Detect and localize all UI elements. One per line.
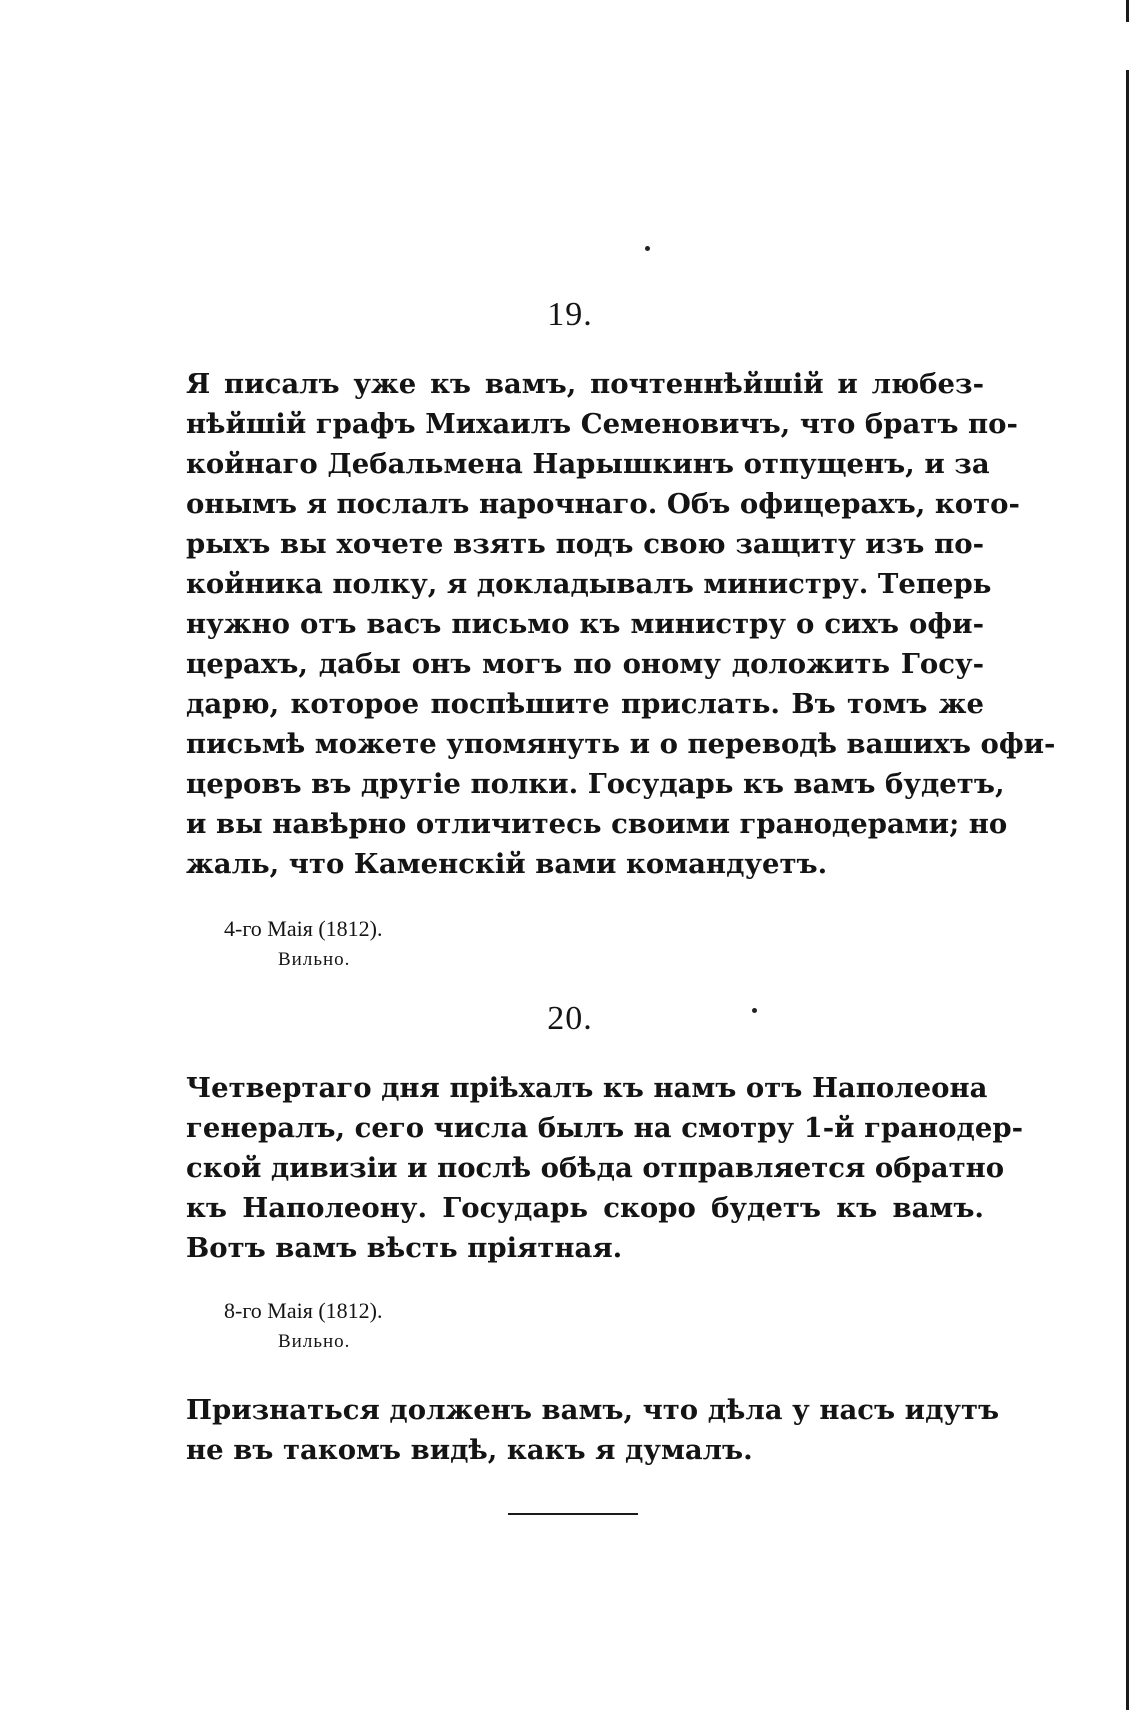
text-line: койнаго Дебальмена Нарышкинъ отпущенъ, и за: [186, 448, 990, 480]
text-line: и вы навѣрно отличитесь своими гранодерами; но: [186, 808, 1008, 840]
scan-edge-rule-top: [1126, 0, 1129, 22]
text-line: нѣйшій графъ Михаилъ Семеновичъ, что братъ по-: [186, 408, 1018, 440]
letter-20-date: 8-го Маія (1812).: [224, 1298, 383, 1323]
text-line: генералъ, сего числа былъ на смотру 1-й гранодер-: [186, 1112, 1023, 1144]
text-line: не въ такомъ видѣ, какъ я думалъ.: [186, 1434, 753, 1466]
scan-speck: [645, 246, 650, 251]
text-line: ской дивизіи и послѣ обѣда отправляется обратно: [186, 1152, 1005, 1184]
letter-20-place: Вильно.: [278, 1331, 351, 1352]
end-divider: [508, 1513, 638, 1515]
text-line: нужно отъ васъ письмо къ министру о сихъ офи-: [186, 608, 984, 640]
text-line: письмѣ можете упомянуть и о переводѣ вашихъ офи-: [186, 728, 1056, 760]
text-line: рыхъ вы хочете взять подъ свою защиту изъ по-: [186, 528, 984, 560]
text-line: церахъ, дабы онъ могъ по оному доложить Госу-: [186, 648, 984, 680]
text-line: Вотъ вамъ вѣсть пріятная.: [186, 1232, 623, 1264]
text-line: дарю, которое поспѣшите прислать. Въ томъ же: [186, 688, 984, 720]
text-line: церовъ въ другіе полки. Государь къ вамъ будетъ,: [186, 768, 1005, 800]
text-line: къ Наполеону. Государь скоро будетъ къ вамъ.: [186, 1192, 984, 1224]
text-line: Признаться долженъ вамъ, что дѣла у насъ идутъ: [186, 1394, 1000, 1426]
letter-19-date: 4-го Маія (1812).: [224, 916, 383, 941]
letter-19-place: Вильно.: [278, 949, 351, 970]
text-line: онымъ я послалъ нарочнаго. Объ офицерахъ, кото-: [186, 488, 1020, 520]
text-line: койника полку, я докладывалъ министру. Теперь: [186, 568, 992, 600]
letter-number-19: 19.: [547, 296, 593, 333]
text-line: жаль, что Каменскій вами командуетъ.: [186, 848, 828, 880]
letter-number-20: 20.: [547, 1000, 593, 1037]
text-line: Я писалъ уже къ вамъ, почтеннѣйшій и любез-: [186, 368, 984, 400]
text-line: Четвертаго дня пріѣхалъ къ намъ отъ Наполеона: [186, 1072, 988, 1104]
